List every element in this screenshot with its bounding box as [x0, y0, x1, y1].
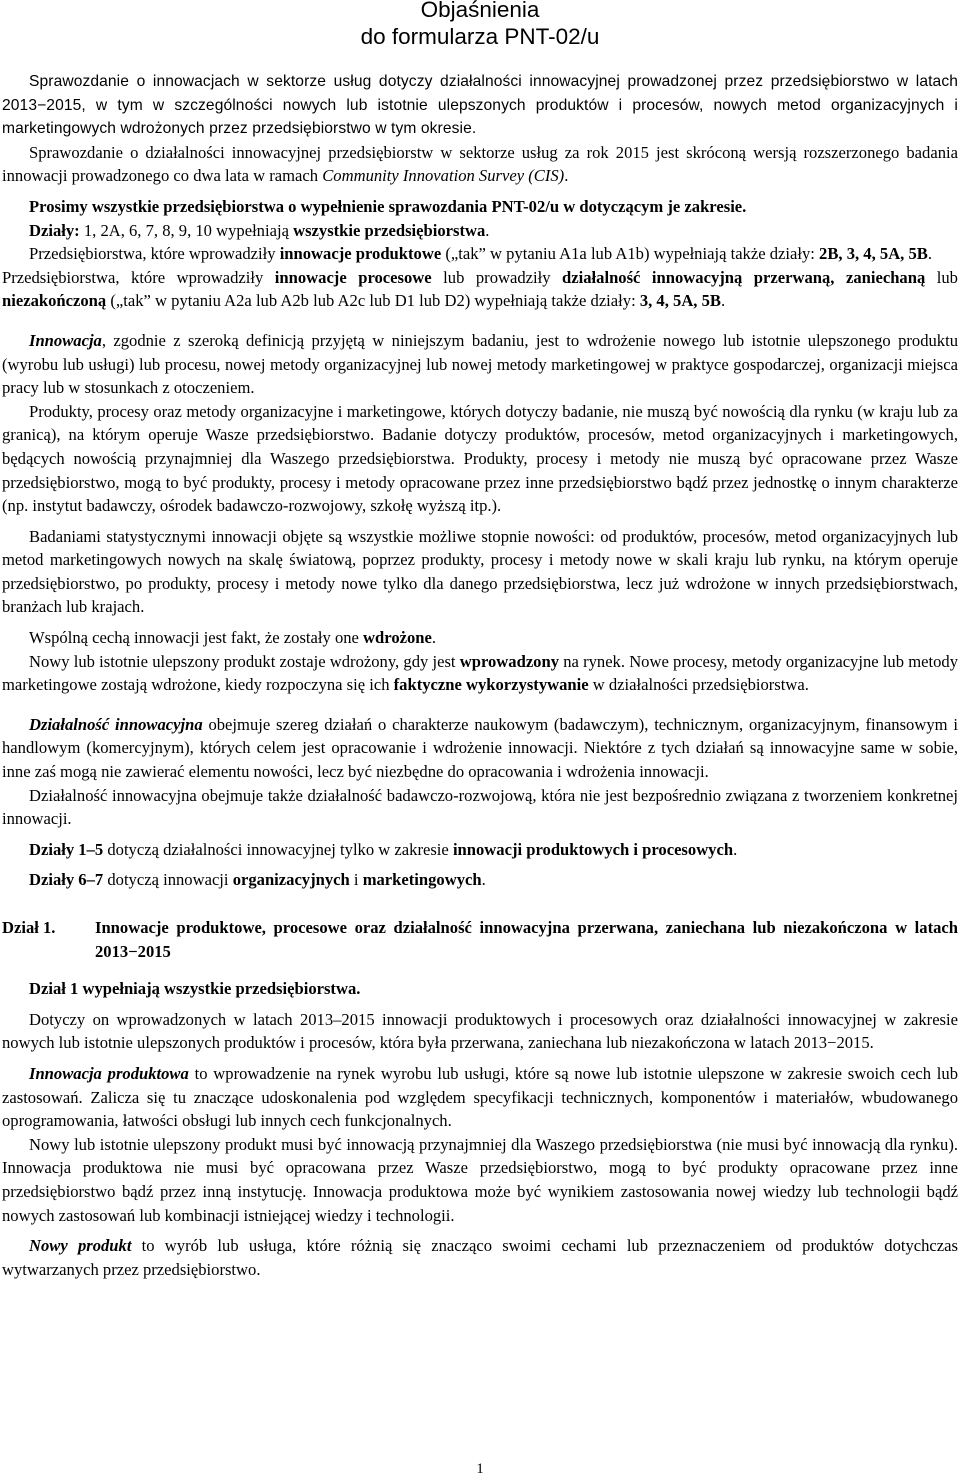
intro-paragraph-3: Prosimy wszystkie przedsiębiorstwa o wypełnienie sprawozdania PNT-02/u w dotyczącym je zakresie.	[29, 196, 747, 216]
nowy-produkt-definition: Nowy produkt to wyrób lub usługa, które różnią się znacząco swoimi cechami lub przeznaczeniem od produktów dotychczas wytwarzanych przez przedsiębiorstwo.	[2, 1236, 958, 1279]
innowacja-paragraph-4: Wspólną cechą innowacji jest fakt, że zostały one wdrożone.	[29, 628, 437, 648]
document-title	[2, 0, 958, 50]
nowy-produkt-term: Nowy produkt	[29, 1236, 132, 1256]
title-line-1: Objaśnienia	[420, 0, 540, 22]
innowacja-definition: Innowacja, zgodnie z szeroką definicją przyjętą w niniejszym badaniu, jest to wdrożenie nowego lub istotnie ulepszonego produktu (wyrobu lub usługi) lub procesu, nowej metody organizacyjnej lub nowej metody marketingowej w praktyce gospodarczej, organizacji miejsca pracy lub w stosunkach z otoczeniem.	[2, 330, 958, 398]
dzial-1-paragraph-3: Nowy lub istotnie ulepszony produkt musi być innowacją przynajmniej dla Waszego przedsiębiorstwa (nie musi być innowacją dla rynku). Innowacja produktowa nie musi być opracowana przez Wasze przedsiębiorstwo, mogą to być produkty opracowane przez inne przedsiębiorstwo bądź przez inną instytucję. Innowacja produktowa może być wynikiem zastosowania nowej wiedzy lub technologii bądź nowych zastosowań lub kombinacji istniejącej wiedzy i technologii.	[2, 1134, 958, 1225]
innowacja-produktowa-definition: Innowacja produktowa to wprowadzenie na rynek wyrobu lub usługi, które są nowe lub istotnie ulepszone w zakresie swoich cech lub zastosowań. Zalicza się tu znaczące udoskonalenia pod względem specyfikacji technicznych, komponentów i materiałów, wbudowanego oprogramowania, łatwości obsługi lub innych cech funkcjonalnych.	[2, 1063, 958, 1131]
dzialy-6-7-note: Działy 6–7 dotyczą innowacji organizacyjnych i marketingowych.	[29, 870, 486, 890]
innowacja-paragraph-5: Nowy lub istotnie ulepszony produkt zostaje wdrożony, gdy jest wprowadzony na rynek. Nowe procesy, metody organizacyjne lub metody marketingowe zostają wdrożone, kiedy rozpoczyna się ich faktyczne wykorzystywanie w działalności przedsiębiorstwa.	[2, 651, 958, 695]
cis-name: Community Innovation Survey (CIS)	[322, 166, 565, 186]
intro-paragraph-1: Sprawozdanie o innowacjach w sektorze usług dotyczy działalności innowacyjnej prowadzonej przez przedsiębiorstwo w latach 2013−2015, w tym w szczególności nowych lub istotnie ulepszonych produktów i procesów, nowych metod organizacyjnych i marketingowych wdrożonych przez przedsiębiorstwo w tym okresie.	[2, 73, 958, 138]
intro-paragraph-5: Przedsiębiorstwa, które wprowadziły innowacje produktowe („tak” w pytaniu A1a lub A1b) wypełniają także działy: 2B, 3, 4, 5A, 5B.	[29, 244, 932, 264]
dzial-1-fill-note: Dział 1 wypełniają wszystkie przedsiębiorstwa.	[29, 979, 361, 999]
innowacja-paragraph-3: Badaniami statystycznymi innowacji objęte są wszystkie możliwe stopnie nowości: od produktów, procesów, metod organizacyjnych lub metod marketingowych nowych na skalę światową, poprzez produkty, procesy i metody nowe w skali kraju lub rynku, na którym operuje przedsiębiorstwo, po produkty, procesy i metody nowe tylko dla danego przedsiębiorstwa, lecz już wdrożone w innych przedsiębiorstwach, branżach lub krajach.	[2, 526, 958, 617]
dzial-1-heading	[2, 916, 958, 963]
innowacja-produktowa-term: Innowacja produktowa	[29, 1063, 189, 1083]
page-number: 1	[476, 1461, 484, 1477]
dzialy-1-5-note: Działy 1–5 dotyczą działalności innowacyjnej tylko w zakresie innowacji produktowych i procesowych.	[29, 839, 738, 859]
dzial-1-label: Dział 1.	[2, 918, 56, 937]
dzialalnosc-term: Działalność innowacyjna	[29, 714, 203, 734]
title-line-2: do formularza PNT-02/u	[360, 23, 600, 49]
dzialalnosc-paragraph-2: Działalność innowacyjna obejmuje także działalność badawczo-rozwojową, która nie jest bezpośrednio związana z tworzeniem konkretnej innowacji.	[2, 785, 958, 829]
innowacja-paragraph-2: Produkty, procesy oraz metody organizacyjne i marketingowe, których dotyczy badanie, nie muszą być nowością dla rynku (w kraju lub za granicą), na którym operuje Wasze przedsiębiorstwo. Badanie dotyczy produktów, procesów, metod organizacyjnych i marketingowych, będących nowością przynajmniej dla Waszego przedsiębiorstwa. Produkty, procesy i metody nie muszą być opracowane przez Wasze przedsiębiorstwo, mogą to być produkty, procesy i metody opracowane przez inne przedsiębiorstwo bądź przez jednostkę o innym charakterze (np. instytut badawczy, ośrodek badawczo-rozwojowy, szkołę wyższą itp.).	[2, 401, 958, 516]
intro-paragraph-4: Działy: 1, 2A, 6, 7, 8, 9, 10 wypełniają wszystkie przedsiębiorstwa.	[29, 220, 490, 240]
dzialalnosc-definition: Działalność innowacyjna obejmuje szereg działań o charakterze naukowym (badawczym), technicznym, organizacyjnym, finansowym i handlowym (komercyjnym), których celem jest opracowanie i wdrożenie innowacji. Niektóre z tych działań są innowacyjne same w sobie, inne zaś mogą nie zawierać elementu nowości, lecz być niezbędne do opracowania i wdrożenia innowacji.	[2, 714, 958, 782]
dzial-1-paragraph-1: Dotyczy on wprowadzonych w latach 2013–2015 innowacji produktowych i procesowych oraz działalności innowacyjnej w zakresie nowych lub istotnie ulepszonych produktów i procesów, która była przerwana, zaniechana lub niezakończona w latach 2013−2015.	[2, 1009, 958, 1053]
intro-paragraph-6: Przedsiębiorstwa, które wprowadziły innowacje procesowe lub prowadziły działalność innowacyjną przerwaną, zaniechaną lub niezakończoną („tak” w pytaniu A2a lub A2b lub A2c lub D1 lub D2) wypełniają także działy: 3, 4, 5A, 5B.	[2, 267, 958, 311]
dzial-1-title: Innowacje produktowe, procesowe oraz działalność innowacyjna przerwana, zaniechana lub niezakończona w latach 2013−2015	[95, 918, 958, 961]
innowacja-term: Innowacja	[29, 330, 102, 350]
intro-paragraph-2: Sprawozdanie o działalności innowacyjnej przedsiębiorstw w sektorze usług za rok 2015 jest skróconą wersją rozszerzonego badania innowacji prowadzonego co dwa lata w ramach Community Innovation Survey (CIS).	[2, 142, 958, 186]
